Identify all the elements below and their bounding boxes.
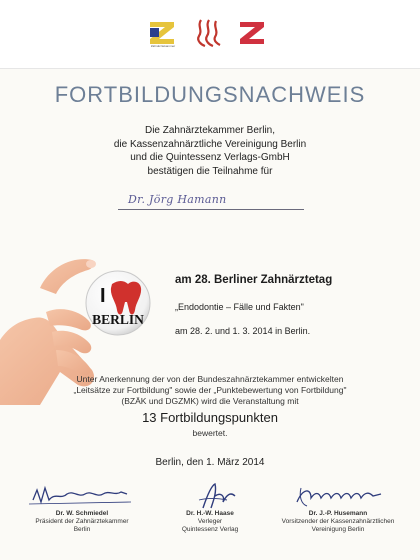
signatory-name: Dr. W. Schmiedel — [55, 510, 109, 517]
handwritten-signature-icon — [27, 482, 137, 510]
event-title: am 28. Berliner Zahnärztetag — [175, 274, 333, 286]
signature-block-schmiedel — [12, 482, 152, 534]
logo-band — [0, 0, 420, 69]
certificate-title: FORTBILDUNGSNACHWEIS — [54, 82, 366, 107]
zahnaerztekammer-logo-icon — [148, 18, 178, 48]
recognition-line: „Leitsätze zur Fortbildung" sowie der „Punktebewertung von Fortbildung" — [73, 385, 347, 395]
signatory-role: Vorsitzender der Kassenzahnärztlichen — [281, 518, 395, 525]
place-and-date: Berlin, den 1. März 2014 — [155, 457, 265, 468]
badge-i-text: I — [100, 285, 106, 307]
event-dates: am 28. 2. und 1. 3. 2014 in Berlin. — [175, 326, 311, 336]
signatory-name: Dr. H.-W. Haase — [186, 510, 234, 517]
signatory-name: Dr. J.-P. Husemann — [308, 510, 368, 517]
intro-line: und die Quintessenz Verlags-GmbH — [130, 152, 290, 163]
name-underline — [118, 209, 304, 210]
signature-block-haase — [140, 482, 280, 534]
kzv-logo-icon — [238, 18, 268, 48]
participant-name: Dr. Jörg Hamann — [128, 193, 227, 206]
intro-line: bestätigen die Teilnahme für — [147, 165, 273, 177]
rated-text: bewertet. — [192, 428, 228, 438]
intro-line: Die Zahnärztekammer Berlin, — [144, 125, 276, 136]
issuer-statement — [0, 124, 420, 178]
recognition-line: Unter Anerkennung der von der Bundeszahnärztekammer entwickelten — [76, 374, 344, 384]
handwritten-signature-icon — [155, 482, 265, 510]
intro-line: die Kassenzahnärztliche Vereinigung Berlin — [113, 138, 307, 150]
badge-berlin-text: BERLIN — [92, 312, 144, 327]
signature-block-husemann — [268, 482, 408, 534]
event-topic: „Endodontie – Fälle und Fakten" — [175, 302, 304, 312]
signatory-role: Präsident der Zahnärztekammer — [35, 518, 129, 525]
signatory-role: Quintessenz Verlag — [181, 526, 239, 533]
svg-text:Zahnärztekammer: Zahnärztekammer — [150, 44, 176, 48]
signatory-role: Verleger — [197, 518, 223, 525]
recognition-line: (BZÄK und DGZMK) wird die Veranstaltung mit — [121, 396, 299, 406]
signatory-role: Vereinigung Berlin — [311, 526, 365, 533]
recognition-statement — [0, 374, 420, 407]
signatory-role: Berlin — [73, 526, 91, 533]
handwritten-signature-icon — [283, 482, 393, 510]
quintessenz-logo-icon — [193, 18, 223, 48]
credit-points: 13 Fortbildungspunkten — [142, 410, 278, 425]
